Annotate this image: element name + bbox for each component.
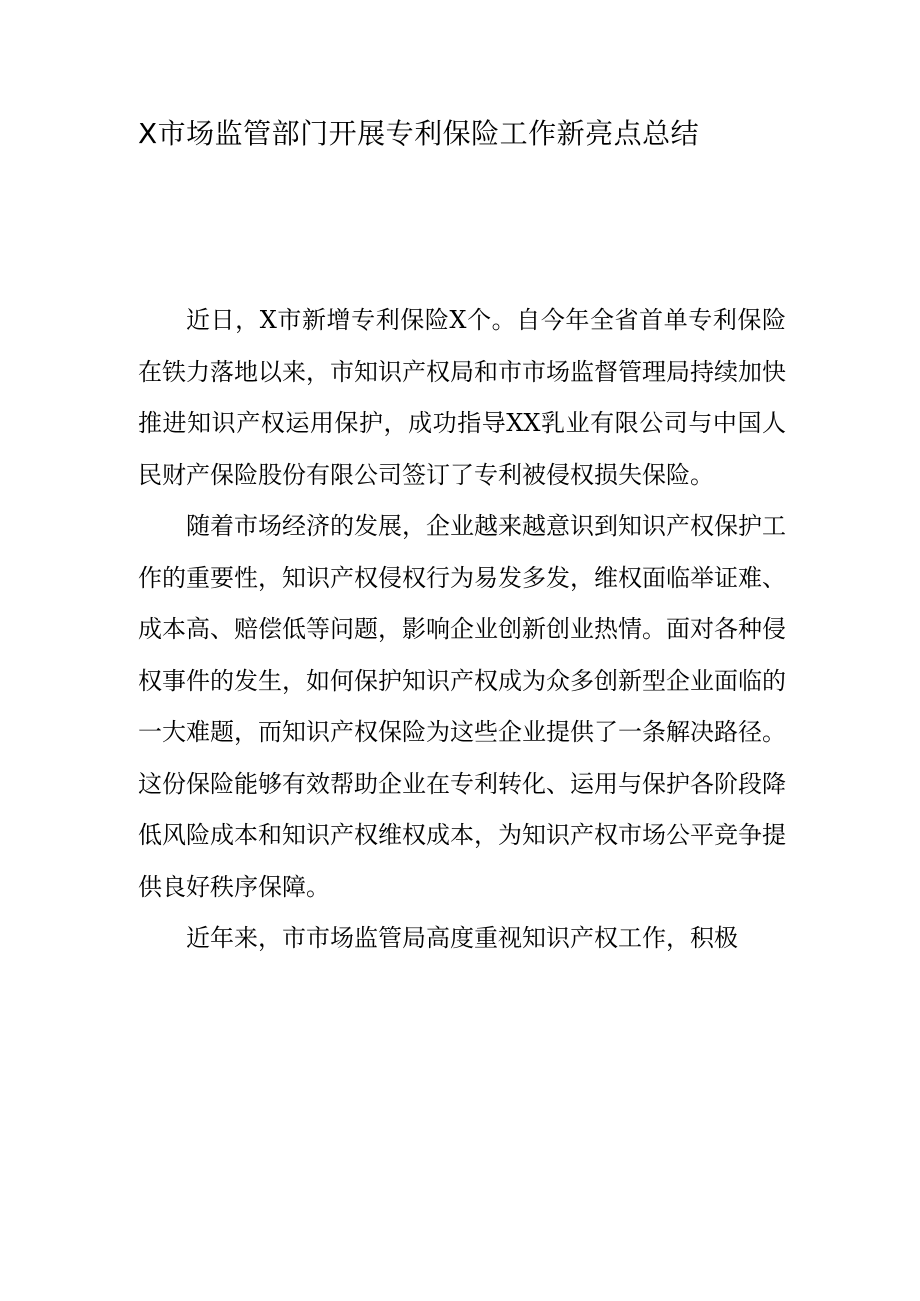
document-title: X市场监管部门开展专利保险工作新亮点总结 bbox=[138, 117, 700, 150]
paragraph-2: 随着市场经济的发展，企业越来越意识到知识产权保护工作的重要性，知识产权侵权行为易发多发，维权面临举证难、成本高、赔偿低等问题，影响企业创新创业热情。面对各种侵权事件的发生，如何保护知识产权成为众多创新型企业面临的一大难题，而知识产权保险为这些企业提供了一条解决路径。这份保险能够有效帮助企业在专利转化、运用与保护各阶段降低风险成本和知识产权维权成本，为知识产权市场公平竞争提供良好秩序保障。 bbox=[138, 512, 786, 901]
paragraph-3: 近年来，市市场监管局高度重视知识产权工作，积极 bbox=[186, 924, 738, 952]
paragraph-1: 近日，X市新增专利保险X个。自今年全省首单专利保险在铁力落地以来，市知识产权局和市市场监督管理局持续加快推进知识产权运用保护，成功指导XX乳业有限公司与中国人民财产保险股份有限公司签订了专利被侵权损失保险。 bbox=[138, 306, 786, 489]
document-body bbox=[138, 295, 786, 965]
